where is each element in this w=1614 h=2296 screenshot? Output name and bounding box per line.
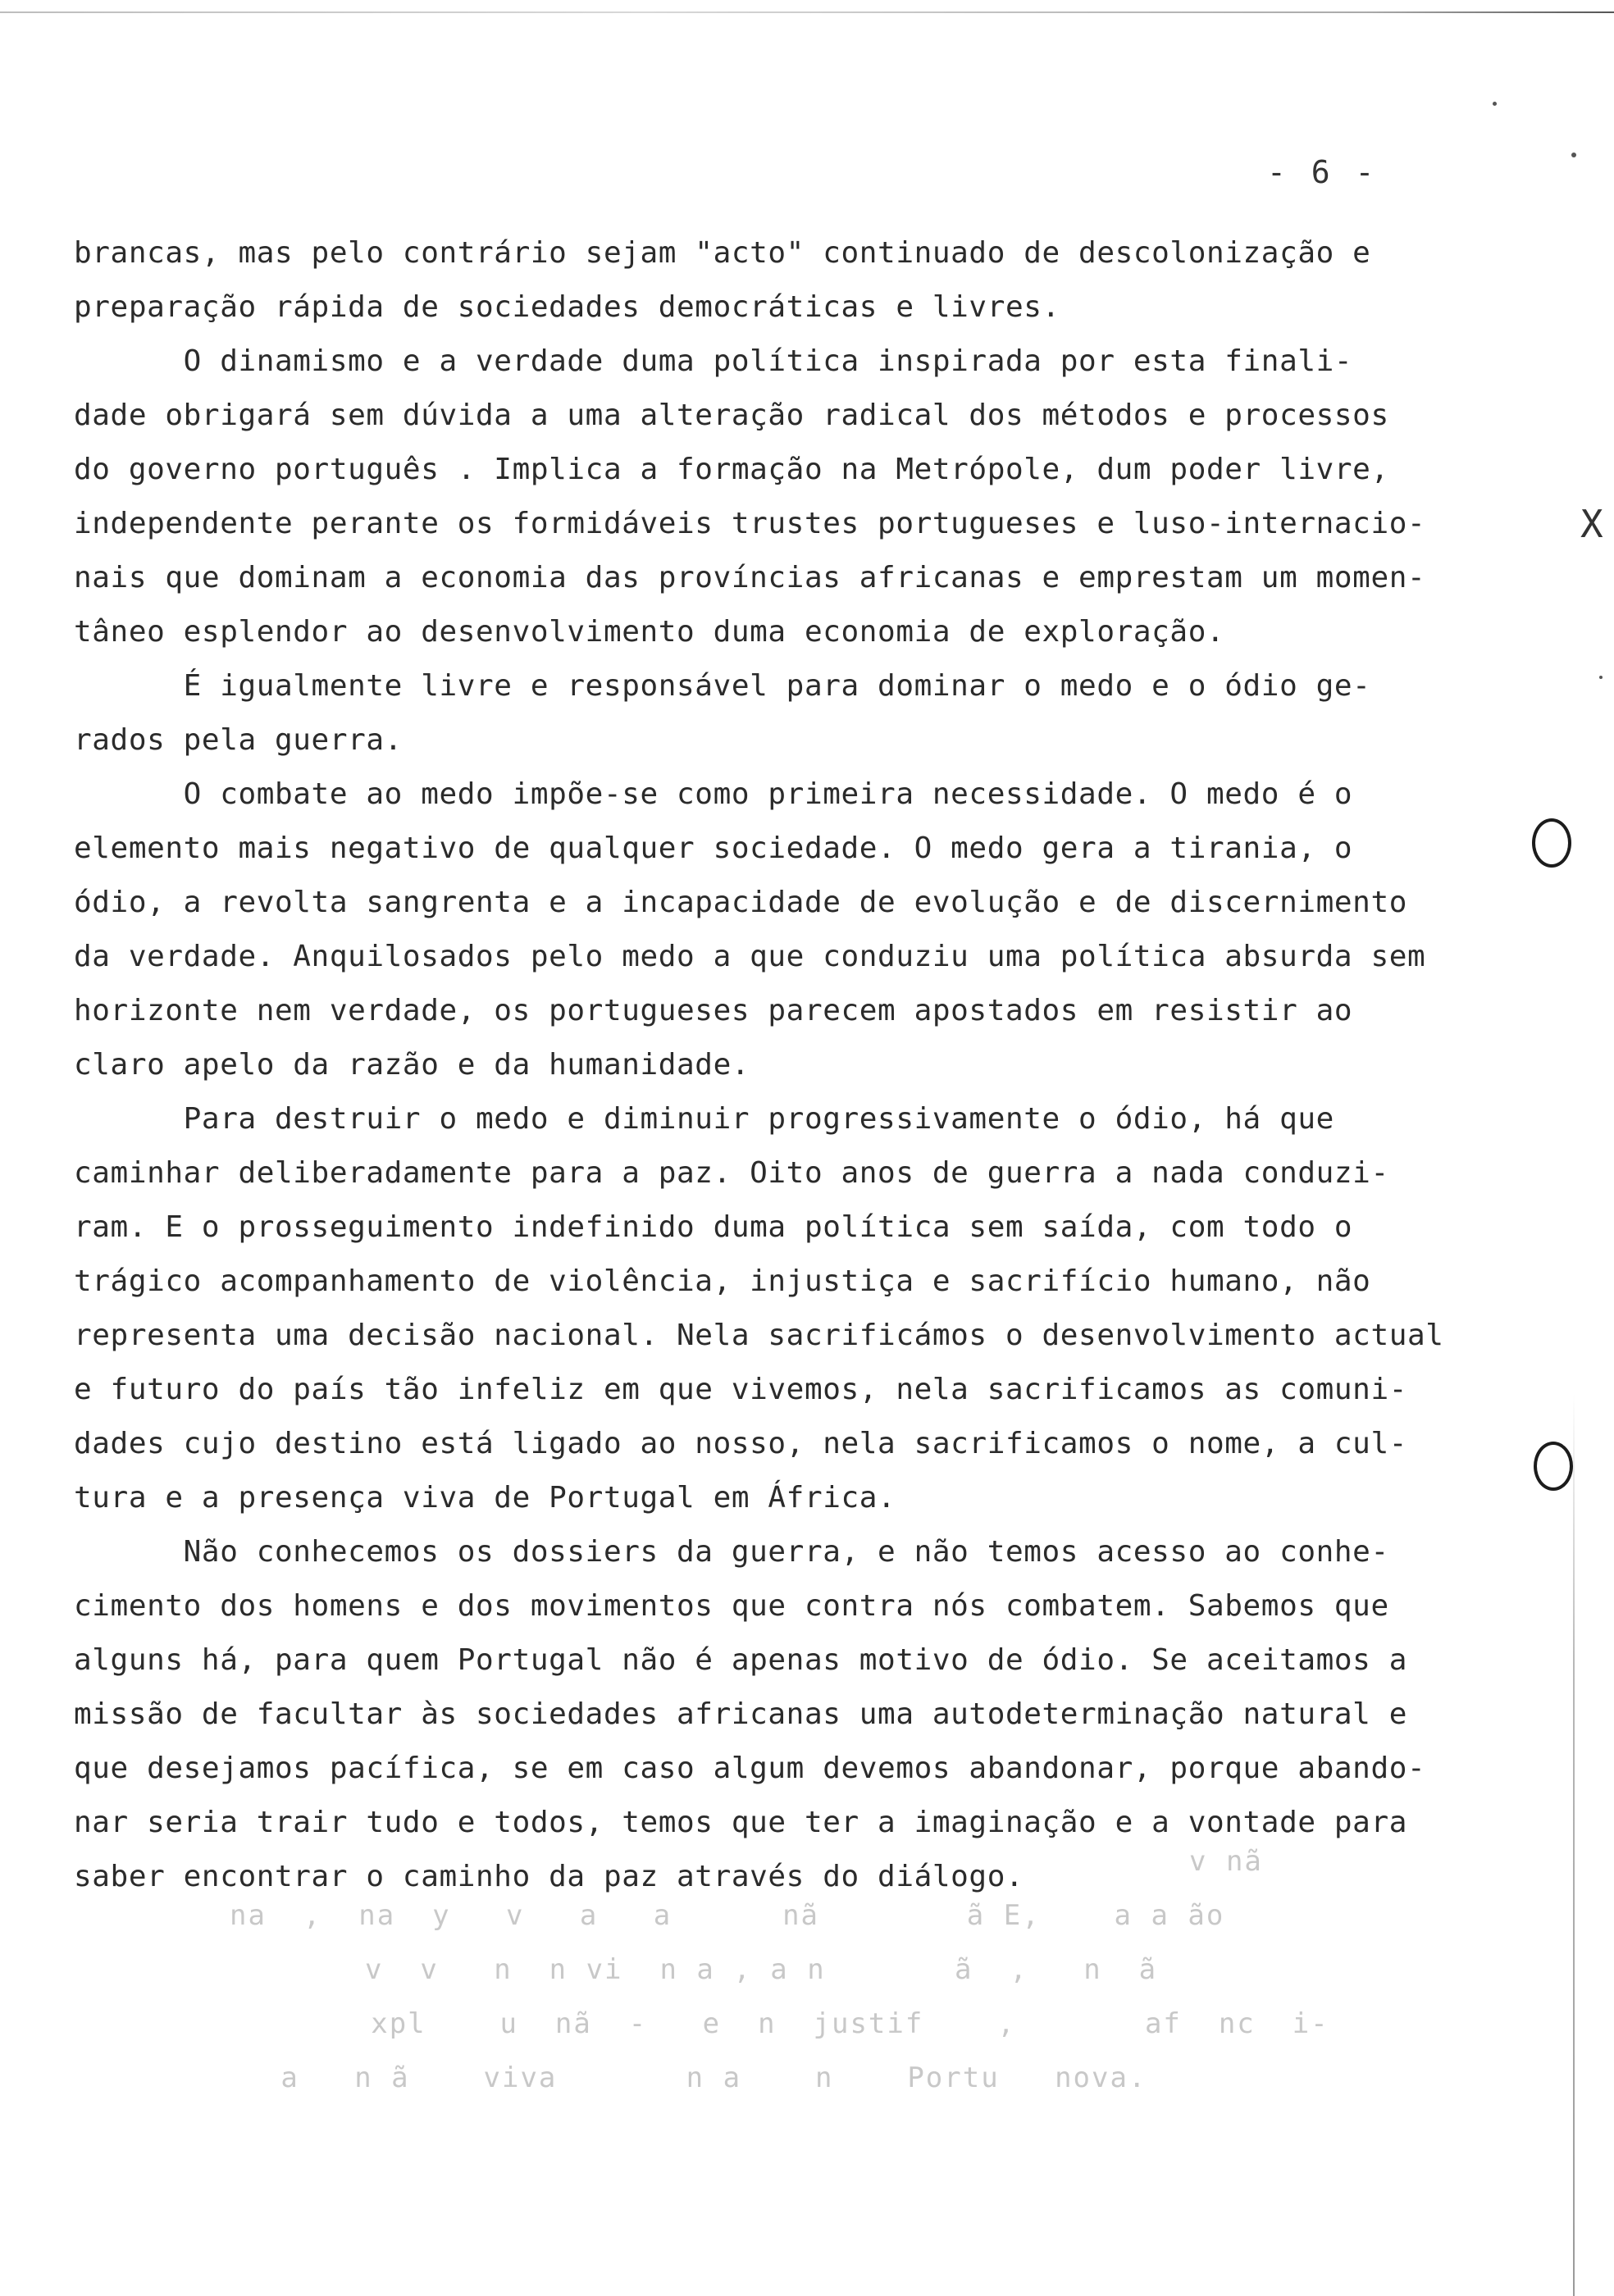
text-line: ódio, a revolta sangrenta e a incapacidade de evolução e de discernimento	[74, 886, 1407, 919]
top-edge-rule	[0, 11, 1614, 13]
text-line: brancas, mas pelo contrário sejam "acto" continuado de descolonização e	[74, 236, 1371, 270]
text-line: Não conhecemos os dossiers da guerra, e não temos acesso ao conhe-	[74, 1535, 1389, 1569]
text-line: alguns há, para quem Portugal não é apenas motivo de ódio. Se aceitamos a	[74, 1643, 1407, 1677]
text-line: representa uma decisão nacional. Nela sacrificámos o desenvolvimento actual	[74, 1319, 1444, 1352]
scan-edge-line	[1573, 1394, 1575, 2296]
text-line: tâneo esplendor ao desenvolvimento duma economia de exploração.	[74, 615, 1225, 649]
text-line: O dinamismo e a verdade duma política inspirada por esta finali-	[74, 344, 1353, 378]
text-line: trágico acompanhamento de violência, injustiça e sacrifício humano, não	[74, 1264, 1371, 1298]
faded-text-line: v v n n vi n a , a n ã , n ã	[328, 1953, 1158, 1986]
text-line: dade obrigará sem dúvida a uma alteração radical dos métodos e processos	[74, 399, 1389, 432]
text-line: O combate ao medo impõe-se como primeira necessidade. O medo é o	[74, 777, 1353, 811]
faded-text-line: a n ã viva n a n Portu nova.	[189, 2061, 1147, 2094]
text-line: independente perante os formidáveis trustes portugueses e luso-internacio-	[74, 507, 1426, 540]
text-line: missão de facultar às sociedades africanas uma autodeterminação natural e	[74, 1697, 1407, 1731]
text-line: dades cujo destino está ligado ao nosso, nela sacrificamos o nome, a cul-	[74, 1427, 1407, 1460]
text-line: do governo português . Implica a formação na Metrópole, dum poder livre,	[74, 453, 1389, 486]
text-line: caminhar deliberadamente para a paz. Oito anos de guerra a nada conduzi-	[74, 1156, 1389, 1190]
text-line: horizonte nem verdade, os portugueses parecem apostados em resistir ao	[74, 994, 1353, 1027]
text-line: Para destruir o medo e diminuir progressivamente o ódio, há que	[74, 1102, 1334, 1136]
faded-text-line: xpl u nã - e n justif , af nc i-	[205, 2007, 1329, 2040]
scan-speck	[1599, 676, 1603, 679]
text-line: e futuro do país tão infeliz em que vivemos, nela sacrificamos as comuni-	[74, 1373, 1407, 1406]
text-line: nar seria trair tudo e todos, temos que ter a imaginação e a vontade para	[74, 1806, 1407, 1839]
scan-speck	[1571, 153, 1576, 157]
text-line: claro apelo da razão e da humanidade.	[74, 1048, 750, 1082]
text-line: saber encontrar o caminho da paz através do diálogo.	[74, 1860, 1024, 1893]
text-line: tura e a presença viva de Portugal em África.	[74, 1481, 896, 1515]
scan-speck	[1493, 102, 1497, 106]
text-line: elemento mais negativo de qualquer sociedade. O medo gera a tirania, o	[74, 831, 1353, 865]
punch-hole	[1532, 818, 1571, 868]
text-line: nais que dominam a economia das províncias africanas e emprestam um momen-	[74, 561, 1426, 594]
margin-x-mark: X	[1580, 502, 1603, 546]
text-line: ram. E o prosseguimento indefinido duma política sem saída, com todo o	[74, 1210, 1353, 1244]
text-line: que desejamos pacífica, se em caso algum devemos abandonar, porque abando-	[74, 1752, 1426, 1785]
text-line: cimento dos homens e dos movimentos que contra nós combatem. Sabemos que	[74, 1589, 1389, 1623]
text-line: da verdade. Anquilosados pelo medo a que conduziu uma política absurda sem	[74, 940, 1426, 973]
page-number: - 6 -	[1267, 154, 1378, 190]
text-line: É igualmente livre e responsável para dominar o medo e o ódio ge-	[74, 669, 1371, 703]
faded-text-line: v nã	[1189, 1845, 1263, 1878]
text-line: preparação rápida de sociedades democráticas e livres.	[74, 290, 1060, 324]
punch-hole	[1534, 1442, 1573, 1491]
text-line: rados pela guerra.	[74, 723, 403, 757]
faded-text-line: na , na y v a a nã ã E, a a ão	[230, 1899, 1225, 1932]
